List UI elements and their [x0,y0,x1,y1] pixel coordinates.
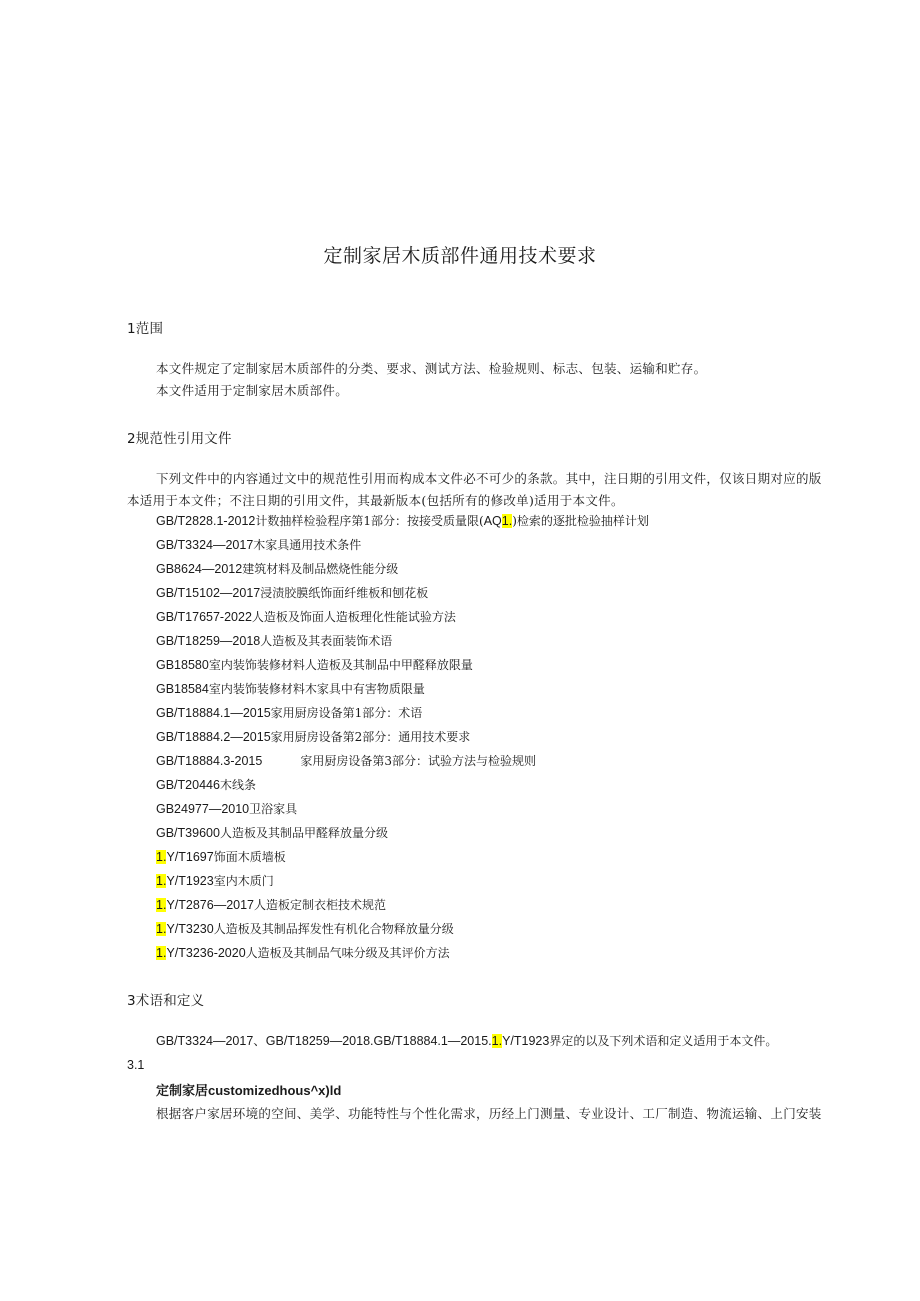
reference-code: GB/T18884.2—2015 [156,730,271,744]
reference-code: GB24977—2010 [156,802,250,816]
reference-code: GB/T39600 [156,826,220,840]
reference-item [156,584,428,601]
reference-highlight: 1. [156,898,167,912]
reference-title: 家用厨房设备第3部分：试验方法与检验规则 [300,754,536,768]
reference-title: 计数抽样检验程序第1部分：按接受质量限( [255,514,484,528]
reference-title: 室内装饰装修材料人造板及其制品中甲醛释放限量 [208,658,473,672]
reference-code: Y/T3230 [166,922,214,936]
references-intro-line-2: 本适用于本文件；不注日期的引用文件，其最新版本(包括所有的修改单)适用于本文件。 [127,493,624,508]
reference-code: GB/T18884.1—2015 [156,706,271,720]
reference-item [156,728,470,745]
reference-title: 家用厨房设备第2部分：通用技术要求 [270,730,471,744]
reference-highlight-aql: 1. [501,514,513,528]
term-chinese: 定制家居 [156,1084,209,1099]
reference-highlight: 1. [156,874,167,888]
reference-item [156,944,450,961]
reference-item [156,608,456,625]
reference-item [156,656,473,673]
reference-code: Y/T1923 [166,874,214,888]
reference-item [156,776,256,793]
reference-title: 室内装饰装修材料木家具中有害物质限量 [208,682,425,696]
reference-item [156,872,274,889]
reference-code: GB/T15102—2017 [156,586,261,600]
reference-code: GB/T2828.1-2012 [156,514,256,528]
reference-code: Y/T1697 [166,850,214,864]
terms-intro-code2: Y/T1923 [502,1034,550,1048]
reference-title: 人造板及其表面装饰术语 [260,634,393,648]
reference-title-tail: )检索的逐批检验抽样计划 [512,514,649,528]
reference-code: GB/T17657-2022 [156,610,252,624]
reference-item [156,560,398,577]
reference-item [156,536,361,553]
reference-title: 人造板及饰面人造板理化性能试验方法 [251,610,456,624]
reference-title: 家用厨房设备第1部分：术语 [270,706,423,720]
reference-title: 卫浴家具 [249,802,298,816]
reference-item [156,920,454,937]
reference-title: 室内木质门 [213,874,274,888]
reference-code: Y/T3236-2020 [166,946,246,960]
reference-title: 人造板定制衣柜技术规范 [254,898,387,912]
reference-code: GB/T20446 [156,778,220,792]
reference-title: 人造板及其制品挥发性有机化合物释放量分级 [213,922,454,936]
terms-intro-highlight: 1. [491,1034,503,1048]
reference-code: GB/T18884.3-2015 [156,754,263,768]
reference-code: GB18580 [156,658,209,672]
term-definition: 根据客户家居环境的空间、美学、功能特性与个性化需求，历经上门测量、专业设计、工厂制造、物流运输、上门安装 [156,1106,822,1121]
reference-item [156,512,649,529]
reference-code: GB/T18259—2018 [156,634,261,648]
reference-code-aql: AQ [483,514,502,528]
reference-code: GB18584 [156,682,209,696]
term-entry [156,1080,341,1099]
reference-highlight: 1. [156,922,167,936]
clause-number: 3.1 [127,1058,145,1072]
reference-title: 人造板及其制品气味分级及其评价方法 [245,946,450,960]
terms-intro [156,1031,777,1049]
reference-item [156,752,536,769]
reference-code: Y/T2876—2017 [166,898,254,912]
reference-item [156,704,422,721]
reference-item [156,848,286,865]
reference-code: GB8624—2012 [156,562,243,576]
terms-intro-codes: GB/T3324—2017、GB/T18259—2018.GB/T18884.1—2015. [156,1034,492,1048]
reference-item [156,632,392,649]
document-title: 定制家居木质部件通用技术要求 [323,245,597,267]
section-heading-scope: 1范围 [127,321,164,337]
reference-item [156,896,386,913]
reference-highlight: 1. [156,946,167,960]
reference-highlight: 1. [156,850,167,864]
scope-line-1: 本文件规定了定制家居木质部件的分类、要求、测试方法、检验规则、标志、包装、运输和贮存。 [156,361,707,376]
reference-title: 饰面木质墙板 [213,850,286,864]
reference-title: 人造板及其制品甲醛释放量分级 [219,826,388,840]
section-heading-terms: 3术语和定义 [127,993,205,1009]
term-english: customizedhous^x)ld [208,1083,342,1098]
reference-title: 木家具通用技术条件 [253,538,362,552]
reference-title: 浸渍胶膜纸饰面纤维板和刨花板 [260,586,429,600]
section-heading-normative-references: 2规范性引用文件 [127,431,232,447]
reference-code: GB/T3324—2017 [156,538,254,552]
terms-intro-tail: 界定的以及下列术语和定义适用于本文件。 [549,1034,778,1048]
scope-line-2: 本文件适用于定制家居木质部件。 [156,383,349,398]
reference-item [156,824,388,841]
references-intro-line-1: 下列文件中的内容通过文中的规范性引用而构成本文件必不可少的条款。其中，注日期的引用文件，仅该日期对应的版 [156,471,822,486]
reference-item [156,800,297,817]
reference-title: 建筑材料及制品燃烧性能分级 [242,562,399,576]
reference-item [156,680,425,697]
reference-title: 木线条 [219,778,256,792]
